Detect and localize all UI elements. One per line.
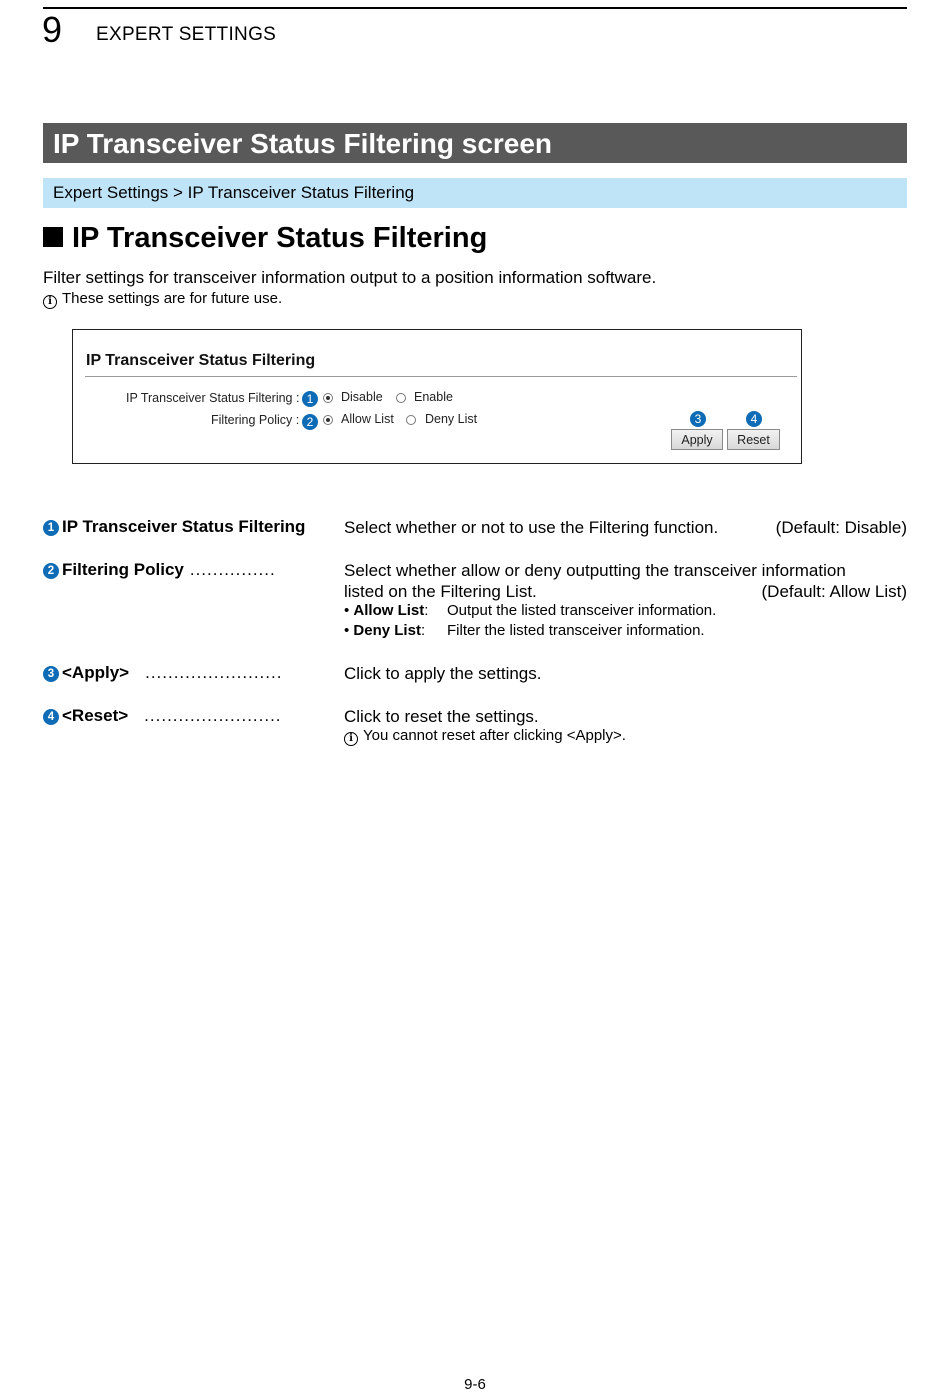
item-2-bullet-deny: • Deny List:: [344, 622, 426, 639]
chapter-title: EXPERT SETTINGS: [96, 24, 277, 45]
screen-title-bar: IP Transceiver Status Filtering screen: [43, 123, 907, 163]
item-1-default: (Default: Disable): [775, 518, 907, 537]
radio-enable[interactable]: [396, 393, 406, 403]
item-3-text: Click to apply the settings.: [344, 664, 542, 683]
item-3-number: 3: [43, 666, 59, 682]
section-note: [43, 289, 656, 309]
apply-button[interactable]: Apply: [671, 429, 723, 450]
info-icon: i: [43, 295, 57, 309]
panel-divider: [85, 376, 797, 377]
radio-disable-label: Disable: [341, 390, 383, 404]
callout-badge-2: 2: [302, 414, 318, 430]
section-description: Filter settings for transceiver information output to a position information software.: [43, 268, 657, 287]
item-2-label-row: [43, 559, 276, 581]
square-bullet-icon: [43, 227, 63, 247]
item-4-label: <Reset>: [62, 706, 129, 725]
bullet-allow-sep: :: [424, 602, 429, 619]
panel-title: IP Transceiver Status Filtering: [86, 352, 316, 369]
info-icon: i: [344, 732, 358, 746]
item-2-text-line1: Select whether allow or deny outputting the transceiver information: [344, 561, 846, 580]
item-3-leader-dots: ........................: [145, 663, 283, 682]
item-4-note-text: You cannot reset after clicking <Apply>.: [363, 727, 626, 744]
section-title: IP Transceiver Status Filtering: [72, 222, 488, 254]
item-2-text-line2: listed on the Filtering List.: [344, 582, 537, 601]
item-4-number: 4: [43, 709, 59, 725]
policy-label: Filtering Policy :: [211, 413, 300, 427]
radio-enable-label: Enable: [414, 390, 453, 404]
section-heading: [43, 220, 487, 256]
chapter-number: 9: [42, 9, 63, 50]
radio-deny-list[interactable]: [406, 415, 416, 425]
item-1-number: 1: [43, 520, 59, 536]
section-note-text: These settings are for future use.: [62, 290, 283, 307]
item-4-label-row: [43, 705, 282, 727]
radio-deny-list-label: Deny List: [425, 412, 478, 426]
item-1-label: IP Transceiver Status Filtering: [62, 517, 306, 536]
reset-button[interactable]: Reset: [727, 429, 780, 450]
bullet-allow-text: Output the listed transceiver information.: [447, 602, 717, 619]
item-1-text: Select whether or not to use the Filtering function.: [344, 518, 719, 537]
bullet-deny-sep: :: [420, 622, 426, 639]
item-2-bullet-allow: • Allow List:: [344, 602, 429, 619]
item-2-number: 2: [43, 563, 59, 579]
bullet-deny-term: Deny List: [353, 622, 421, 639]
bullet-allow-term: Allow List: [353, 602, 425, 619]
breadcrumb: Expert Settings > IP Transceiver Status Filtering: [43, 178, 907, 208]
callout-badge-4: 4: [746, 411, 762, 427]
settings-screenshot-panel: [72, 329, 802, 464]
item-1-label-row: [43, 516, 305, 538]
callout-badge-3: 3: [690, 411, 706, 427]
radio-disable[interactable]: [323, 393, 333, 403]
item-2-leader-dots: ...............: [189, 560, 276, 579]
bullet-deny-text: Filter the listed transceiver information.: [447, 622, 705, 639]
radio-allow-list-label: Allow List: [341, 412, 394, 426]
top-rule: [43, 7, 907, 9]
callout-badge-1: 1: [302, 391, 318, 407]
item-4-note: [344, 726, 626, 746]
filtering-label: IP Transceiver Status Filtering :: [126, 391, 300, 405]
item-3-label: <Apply>: [62, 663, 130, 682]
item-2-label: Filtering Policy: [62, 560, 184, 579]
item-4-leader-dots: ........................: [144, 706, 282, 725]
page-number: 9-6: [464, 1376, 486, 1393]
radio-allow-list[interactable]: [323, 415, 333, 425]
item-3-label-row: [43, 662, 282, 684]
item-4-text: Click to reset the settings.: [344, 707, 539, 726]
item-2-default: (Default: Allow List): [761, 582, 907, 601]
section-description-block: [43, 267, 656, 309]
